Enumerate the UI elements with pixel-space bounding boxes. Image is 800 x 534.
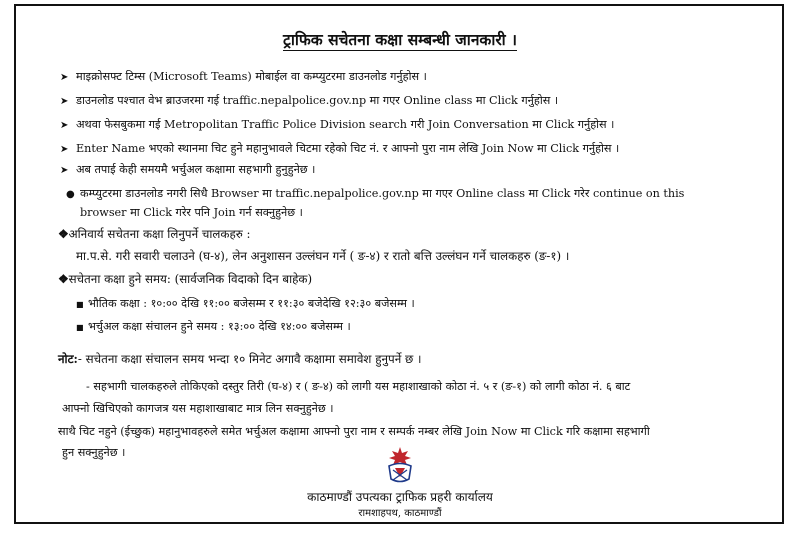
dot-bullet-icon: ● — [66, 189, 75, 200]
arrow-bullet-icon: ➤ — [60, 120, 69, 131]
browser-note-line: browser मा Click गरेर पनि Join गर्न सक्नुहुनेछ । — [80, 206, 303, 219]
schedule-heading: ❖सचेतना कक्षा हुने समय: (सार्वजनिक विदाको दिन बाहेक) — [58, 272, 313, 286]
four-diamond-bullet-icon: ❖ — [58, 227, 69, 241]
step-item: ➤ माइक्रोसफ्ट टिम्स (Microsoft Teams) मोबाईल वा कम्प्युटरमा डाउनलोड गर्नुहोस । — [60, 70, 427, 83]
step-item: ➤ डाउनलोड पश्चात वेभ ब्राउजरमा गई traffic.nepalpolice.gov.np मा गएर Online class मा Click गर्नुहोस । — [60, 94, 559, 107]
closing-line: साथै चिट नहुने (ईच्छुक) महानुभावहरुले समेत भर्चुअल कक्षामा आफ्नो पुरा नाम र सम्पर्क नम्बर लेखि Join Now मा Click गरि कक्षामा सहभागी — [58, 425, 650, 438]
mandatory-detail: मा.प.से. गरी सवारी चलाउने (घ-४), लेन अनुशासन उल्लंघन गर्ने ( ङ-४) र रातो बत्ति उल्लंघन गर्ने चालकहरु (ङ-१) । — [76, 249, 570, 263]
note-line: आफ्नो खिचिएको कागजत्र यस महाशाखाबाट मात्र लिन सक्नुहुनेछ । — [62, 402, 334, 415]
note-label: नोट: — [58, 352, 78, 366]
schedule-virtual: ■ भर्चुअल कक्षा संचालन हुने समय : १३:०० देखि १४:०० बजेसम्म । — [76, 320, 351, 333]
mandatory-heading: ❖अनिवार्य सचेतना कक्षा लिनुपर्ने चालकहरु : — [58, 227, 251, 241]
note-line: नोट:- सचेतना कक्षा संचालन समय भन्दा १० मिनेट अगावै कक्षामा समावेश हुनुपर्ने छ । — [58, 352, 422, 366]
browser-note-line: ● कम्प्युटरमा डाउनलोड नगरी सिधै Browser मा traffic.nepalpolice.gov.np मा गएर Online class मा Click गरेर continue on this — [66, 187, 685, 200]
office-address: रामशाहपथ, काठमाण्डौं — [358, 508, 442, 519]
four-diamond-bullet-icon: ❖ — [58, 272, 69, 286]
note-line: - सहभागी चालकहरुले तोकिएको दस्तुर तिरी (घ-४) र ( ङ-४) को लागी यस महाशाखाको कोठा नं. ५ र (ङ-१) को लागी कोठा नं. ६ बाट — [86, 380, 631, 393]
document-title: ट्राफिक सचेतना कक्षा सम्बन्धी जानकारी । — [283, 30, 517, 49]
arrow-bullet-icon: ➤ — [60, 72, 69, 83]
office-name: काठमाण्डौं उपत्यका ट्राफिक प्रहरी कार्यालय — [307, 490, 493, 504]
step-item: ➤ अथवा फेसबुकमा गई Metropolitan Traffic Police Division search गरी Join Conversation मा Click गर्नुहोस । — [60, 118, 615, 131]
square-bullet-icon: ■ — [76, 300, 84, 309]
arrow-bullet-icon: ➤ — [60, 165, 69, 176]
step-item: ➤ अब तपाई केही समयमै भर्चुअल कक्षामा सहभागी हुनुहुनेछ । — [60, 163, 316, 176]
square-bullet-icon: ■ — [76, 323, 84, 332]
nepal-police-emblem-icon — [383, 446, 417, 484]
closing-line: हुन सक्नुहुनेछ । — [62, 446, 126, 459]
schedule-physical: ■ भौतिक कक्षा : १०:०० देखि ११:०० बजेसम्म र ११:३० बजेदेखि १२:३० बजेसम्म । — [76, 297, 415, 310]
arrow-bullet-icon: ➤ — [60, 96, 69, 107]
step-item: ➤ Enter Name भएको स्थानमा चिट हुने महानुभावले चिटमा रहेको चिट नं. र आफ्नो पुरा नाम लेखि Join Now मा Click गर्नुहोस । — [60, 142, 620, 155]
arrow-bullet-icon: ➤ — [60, 144, 69, 155]
